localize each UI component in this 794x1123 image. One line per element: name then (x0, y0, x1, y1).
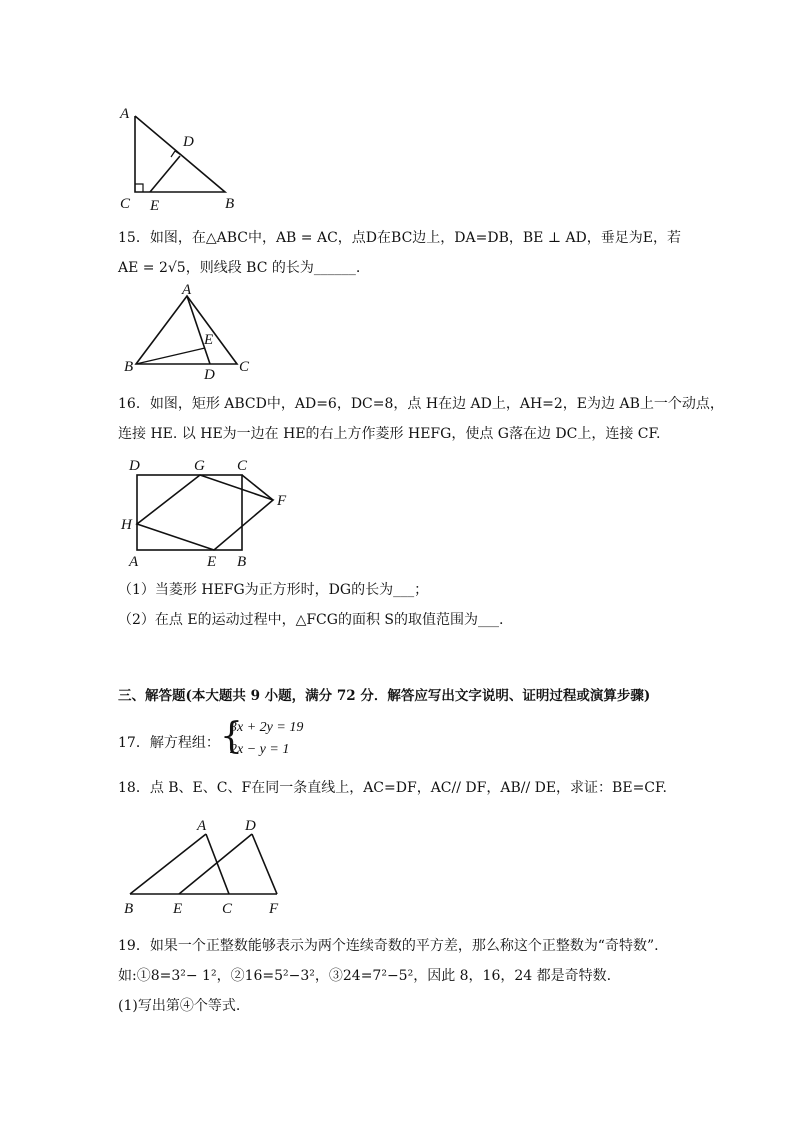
brace-icon: { (220, 716, 243, 757)
label-e: E (150, 198, 160, 214)
label-b: B (225, 196, 235, 212)
label-b: B (124, 359, 134, 375)
q17-eq2: 2x − y = 1 (230, 742, 290, 757)
label-c: C (239, 359, 250, 375)
label-b: B (124, 901, 134, 917)
label-d: D (129, 458, 140, 474)
q18-text: 18．点 B、E、C、F在同一条直线上，AC=DF，AC// DF，AB// DE，求证：BE=CF. (118, 780, 667, 796)
label-c: C (120, 196, 131, 212)
label-a: A (129, 554, 139, 570)
label-e: E (207, 554, 217, 570)
q16-sub2: （2）在点 E的运动过程中，△FCG的面积 S的取值范围为___. (118, 612, 504, 628)
figure-q14 (110, 100, 250, 215)
q16-sub1: （1）当菱形 HEFG为正方形时，DG的长为___； (118, 582, 429, 598)
label-c: C (237, 458, 248, 474)
label-d: D (183, 134, 194, 150)
q19-sub1: (1)写出第④个等式. (118, 998, 241, 1014)
label-d: D (245, 818, 256, 834)
label-a: A (182, 282, 192, 298)
section-heading: 三、解答题(本大题共 9 小题，满分 72 分．解答应写出文字说明、证明过程或演算步骤) (118, 688, 651, 704)
label-e: E (204, 332, 214, 348)
label-d: D (204, 367, 215, 383)
q17-prompt: 17．解方程组： (118, 735, 220, 751)
label-h: H (121, 517, 132, 533)
q16-line1: 16．如图，矩形 ABCD中，AD=6，DC=8，点 H在边 AD上，AH=2，E为边 AB上一个动点， (118, 396, 724, 412)
q16-line2: 连接 HE. 以 HE为一边在 HE的右上方作菱形 HEFG，使点 G落在边 DC上，连接 CF. (118, 426, 661, 442)
label-g: G (194, 458, 205, 474)
label-f: F (269, 901, 279, 917)
label-c: C (222, 901, 233, 917)
figure-q18 (115, 812, 295, 922)
figure-q15 (120, 282, 260, 382)
figure-q16 (115, 452, 295, 572)
q17-eq1: 3x + 2y = 19 (230, 720, 304, 735)
label-a: A (120, 106, 130, 122)
q19-line1: 19．如果一个正整数能够表示为两个连续奇数的平方差，那么称这个正整数为“奇特数”. (118, 938, 659, 954)
q15-line1: 15．如图，在△ABC中，AB = AC，点D在BC边上，DA=DB，BE ⊥ AD，垂足为E，若 (118, 230, 681, 246)
q15-line2: AE = 2√5，则线段 BC 的长为______. (118, 260, 361, 276)
label-b: B (237, 554, 247, 570)
label-a: A (197, 818, 207, 834)
label-e: E (173, 901, 183, 917)
q19-line2: 如:①8=3²− 1²，②16=5²−3²，③24=7²−5²，因此 8，16，24 都是奇特数. (118, 968, 612, 984)
label-f: F (277, 493, 287, 509)
